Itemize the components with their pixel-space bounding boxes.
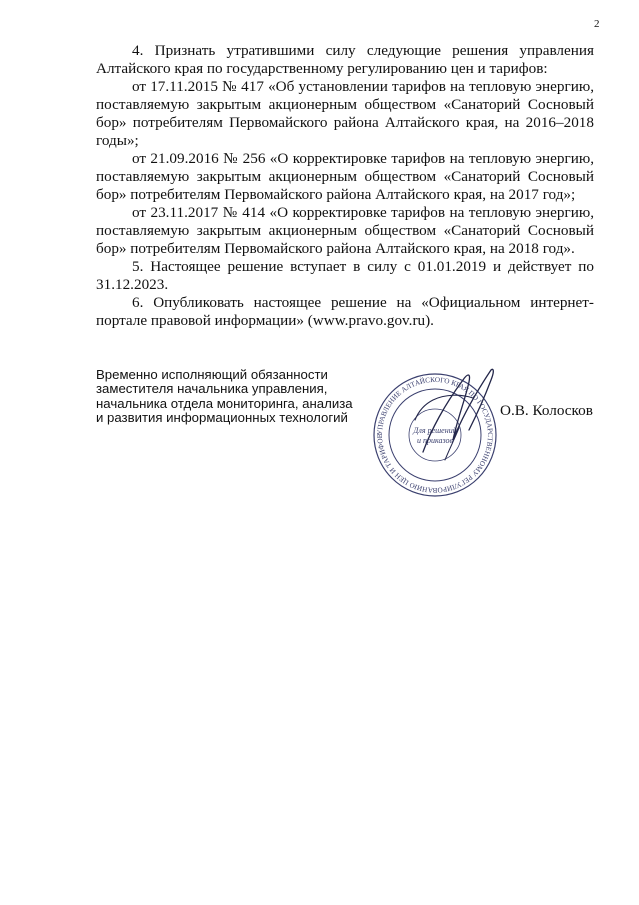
handwritten-signature [405,360,505,470]
paragraph-item-5: 5. Настоящее решение вступает в силу с 01.01.2019 и действует по 31.12.2023. [96,258,594,293]
page-number: 2 [594,18,600,30]
repealed-decision-2015: от 17.11.2015 № 417 «Об установлении тарифов на тепловую энергию, поставляемую закрытым акционерным обществом «Санаторий Сосновый бор» потребителям Первомайского района Алтайского края, на 2016–2018 годы»; [96,78,594,149]
paragraph-item-6: 6. Опубликовать настоящее решение на «Официальном интернет-портале правовой информации» (www.pravo.gov.ru). [96,294,594,329]
signatory-title-line: Временно исполняющий обязанности [96,367,328,382]
repealed-decision-2017: от 23.11.2017 № 414 «О корректировке тарифов на тепловую энергию, поставляемую закрытым акционерным обществом «Санаторий Сосновый бор» потребителям Первомайского района Алтайского края, на 2018 год». [96,204,594,257]
repealed-decision-2016: от 21.09.2016 № 256 «О корректировке тарифов на тепловую энергию, поставляемую закрытым акционерным обществом «Санаторий Сосновый бор» потребителям Первомайского района Алтайского края, на 2017 год»; [96,150,594,203]
signatory-title [96,368,353,426]
signatory-title-line: начальника отдела мониторинга, анализа [96,395,353,411]
signatory-title-line: заместителя начальника управления, [96,381,328,397]
stamp-outer-text: УПРАВЛЕНИЕ АЛТАЙСКОГО КРАЯ ПО ГОСУДАРСТВЕННОМУ РЕГУЛИРОВАНИЮ ЦЕН И ТАРИФОВ [375,375,495,495]
paragraph-item-4: 4. Признать утратившими силу следующие решения управления Алтайского края по государственному регулированию цен и тарифов: [96,42,594,77]
stamp-center-line: Для решений [413,426,457,435]
signatory-title-line: и развития информационных технологий [96,410,348,426]
stamp-center-line: и приказов [416,436,454,445]
signatory-name: О.В. Колосков [500,402,593,419]
document-body [96,42,594,330]
